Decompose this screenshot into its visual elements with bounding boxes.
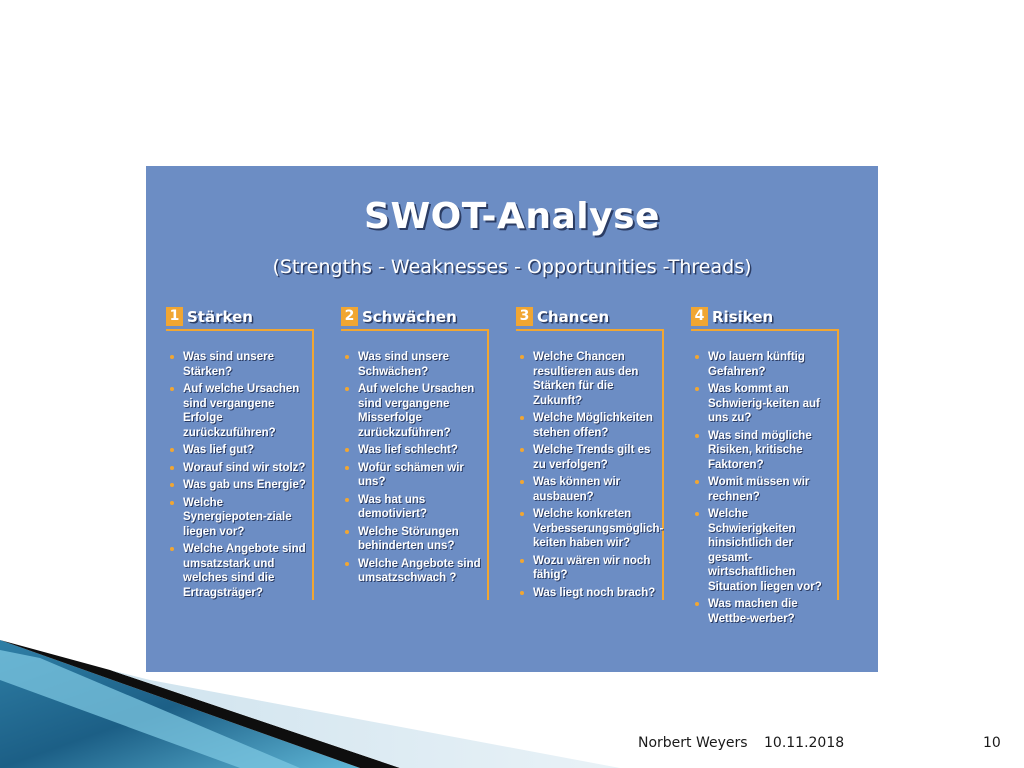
bullet-icon xyxy=(345,387,349,391)
swot-title: SWOT-Analyse xyxy=(364,196,660,237)
bullet-icon xyxy=(170,387,174,391)
bullet-icon xyxy=(345,355,349,359)
list-item: Welche Möglichkeiten stehen offen? xyxy=(518,411,656,440)
column-title: Stärken xyxy=(187,307,253,326)
list-item: Wofür schämen wir uns? xyxy=(343,461,481,490)
bullet-icon xyxy=(170,466,174,470)
bullet-icon xyxy=(695,602,699,606)
list-item: Worauf sind wir stolz? xyxy=(168,461,306,476)
column-title: Schwächen xyxy=(362,307,457,326)
bullet-icon xyxy=(170,448,174,452)
column-item-list xyxy=(693,350,831,629)
swot-analysis-image xyxy=(146,166,878,672)
column-item-list xyxy=(168,350,306,603)
bullet-icon xyxy=(520,416,524,420)
column-item-list xyxy=(343,350,481,589)
bullet-icon xyxy=(345,498,349,502)
bullet-icon xyxy=(345,448,349,452)
column-top-rule xyxy=(691,329,837,331)
column-top-rule xyxy=(166,329,312,331)
column-item-list xyxy=(518,350,664,603)
column-side-rule xyxy=(312,329,314,600)
list-item: Was lief gut? xyxy=(168,443,306,458)
list-item: Welche Schwierigkeiten hinsichtlich der gesamt-wirtschaftlichen Situation liegen vor? xyxy=(693,507,831,594)
bullet-icon xyxy=(520,512,524,516)
list-item: Was lief schlecht? xyxy=(343,443,481,458)
column-title: Chancen xyxy=(537,307,610,326)
list-item: Was können wir ausbauen? xyxy=(518,475,656,504)
swot-subtitle: (Strengths - Weaknesses - Opportunities -Threads) xyxy=(272,256,752,278)
bullet-icon xyxy=(695,480,699,484)
column-risiken xyxy=(671,306,839,625)
column-number-badge: 2 xyxy=(341,307,358,326)
footer-page-number: 10 xyxy=(983,735,1001,751)
column-header xyxy=(516,306,609,330)
list-item: Welche Störungen behinderten uns? xyxy=(343,525,481,554)
bullet-icon xyxy=(695,512,699,516)
list-item: Welche Synergiepoten-ziale liegen vor? xyxy=(168,496,306,540)
list-item: Was sind unsere Stärken? xyxy=(168,350,306,379)
column-side-rule xyxy=(662,329,664,600)
bullet-icon xyxy=(345,466,349,470)
list-item: Was gab uns Energie? xyxy=(168,478,306,493)
column-schwaechen xyxy=(321,306,489,600)
footer-date: 10.11.2018 xyxy=(764,735,845,751)
bullet-icon xyxy=(170,501,174,505)
bullet-icon xyxy=(170,547,174,551)
bullet-icon xyxy=(520,591,524,595)
bullet-icon xyxy=(345,562,349,566)
list-item: Was hat uns demotiviert? xyxy=(343,493,481,522)
column-chancen xyxy=(496,306,664,600)
column-header xyxy=(341,306,457,330)
column-number-badge: 4 xyxy=(691,307,708,326)
column-top-rule xyxy=(516,329,662,331)
list-item: Welche Angebote sind umsatzschwach ? xyxy=(343,557,481,586)
bullet-icon xyxy=(520,480,524,484)
bullet-icon xyxy=(695,434,699,438)
list-item: Welche Angebote sind umsatzstark und welches sind die Ertragsträger? xyxy=(168,542,306,600)
column-number-badge: 3 xyxy=(516,307,533,326)
column-staerken xyxy=(146,306,314,600)
list-item: Was sind unsere Schwächen? xyxy=(343,350,481,379)
column-title: Risiken xyxy=(712,307,774,326)
list-item: Womit müssen wir rechnen? xyxy=(693,475,831,504)
bullet-icon xyxy=(695,387,699,391)
bullet-icon xyxy=(695,355,699,359)
column-side-rule xyxy=(487,329,489,600)
list-item: Welche Trends gilt es zu verfolgen? xyxy=(518,443,656,472)
list-item: Was kommt an Schwierig-keiten auf uns zu? xyxy=(693,382,831,426)
bullet-icon xyxy=(170,355,174,359)
column-number-badge: 1 xyxy=(166,307,183,326)
list-item: Welche konkreten Verbesserungsmöglich-keiten haben wir? xyxy=(518,507,656,551)
column-side-rule xyxy=(837,329,839,600)
list-item: Was liegt noch brach? xyxy=(518,586,656,601)
list-item: Was machen die Wettbe-werber? xyxy=(693,597,831,626)
bullet-icon xyxy=(520,355,524,359)
column-header xyxy=(691,306,773,330)
list-item: Wozu wären wir noch fähig? xyxy=(518,554,656,583)
footer-author: Norbert Weyers xyxy=(638,735,748,751)
list-item: Welche Chancen resultieren aus den Stärken für die Zukunft? xyxy=(518,350,656,408)
list-item: Auf welche Ursachen sind vergangene Erfolge zurückzuführen? xyxy=(168,382,306,440)
list-item: Wo lauern künftig Gefahren? xyxy=(693,350,831,379)
bullet-icon xyxy=(170,483,174,487)
bullet-icon xyxy=(520,448,524,452)
column-header xyxy=(166,306,253,330)
column-top-rule xyxy=(341,329,487,331)
bullet-icon xyxy=(345,530,349,534)
bullet-icon xyxy=(520,559,524,563)
list-item: Auf welche Ursachen sind vergangene Misserfolge zurückzuführen? xyxy=(343,382,481,440)
list-item: Was sind mögliche Risiken, kritische Faktoren? xyxy=(693,429,831,473)
